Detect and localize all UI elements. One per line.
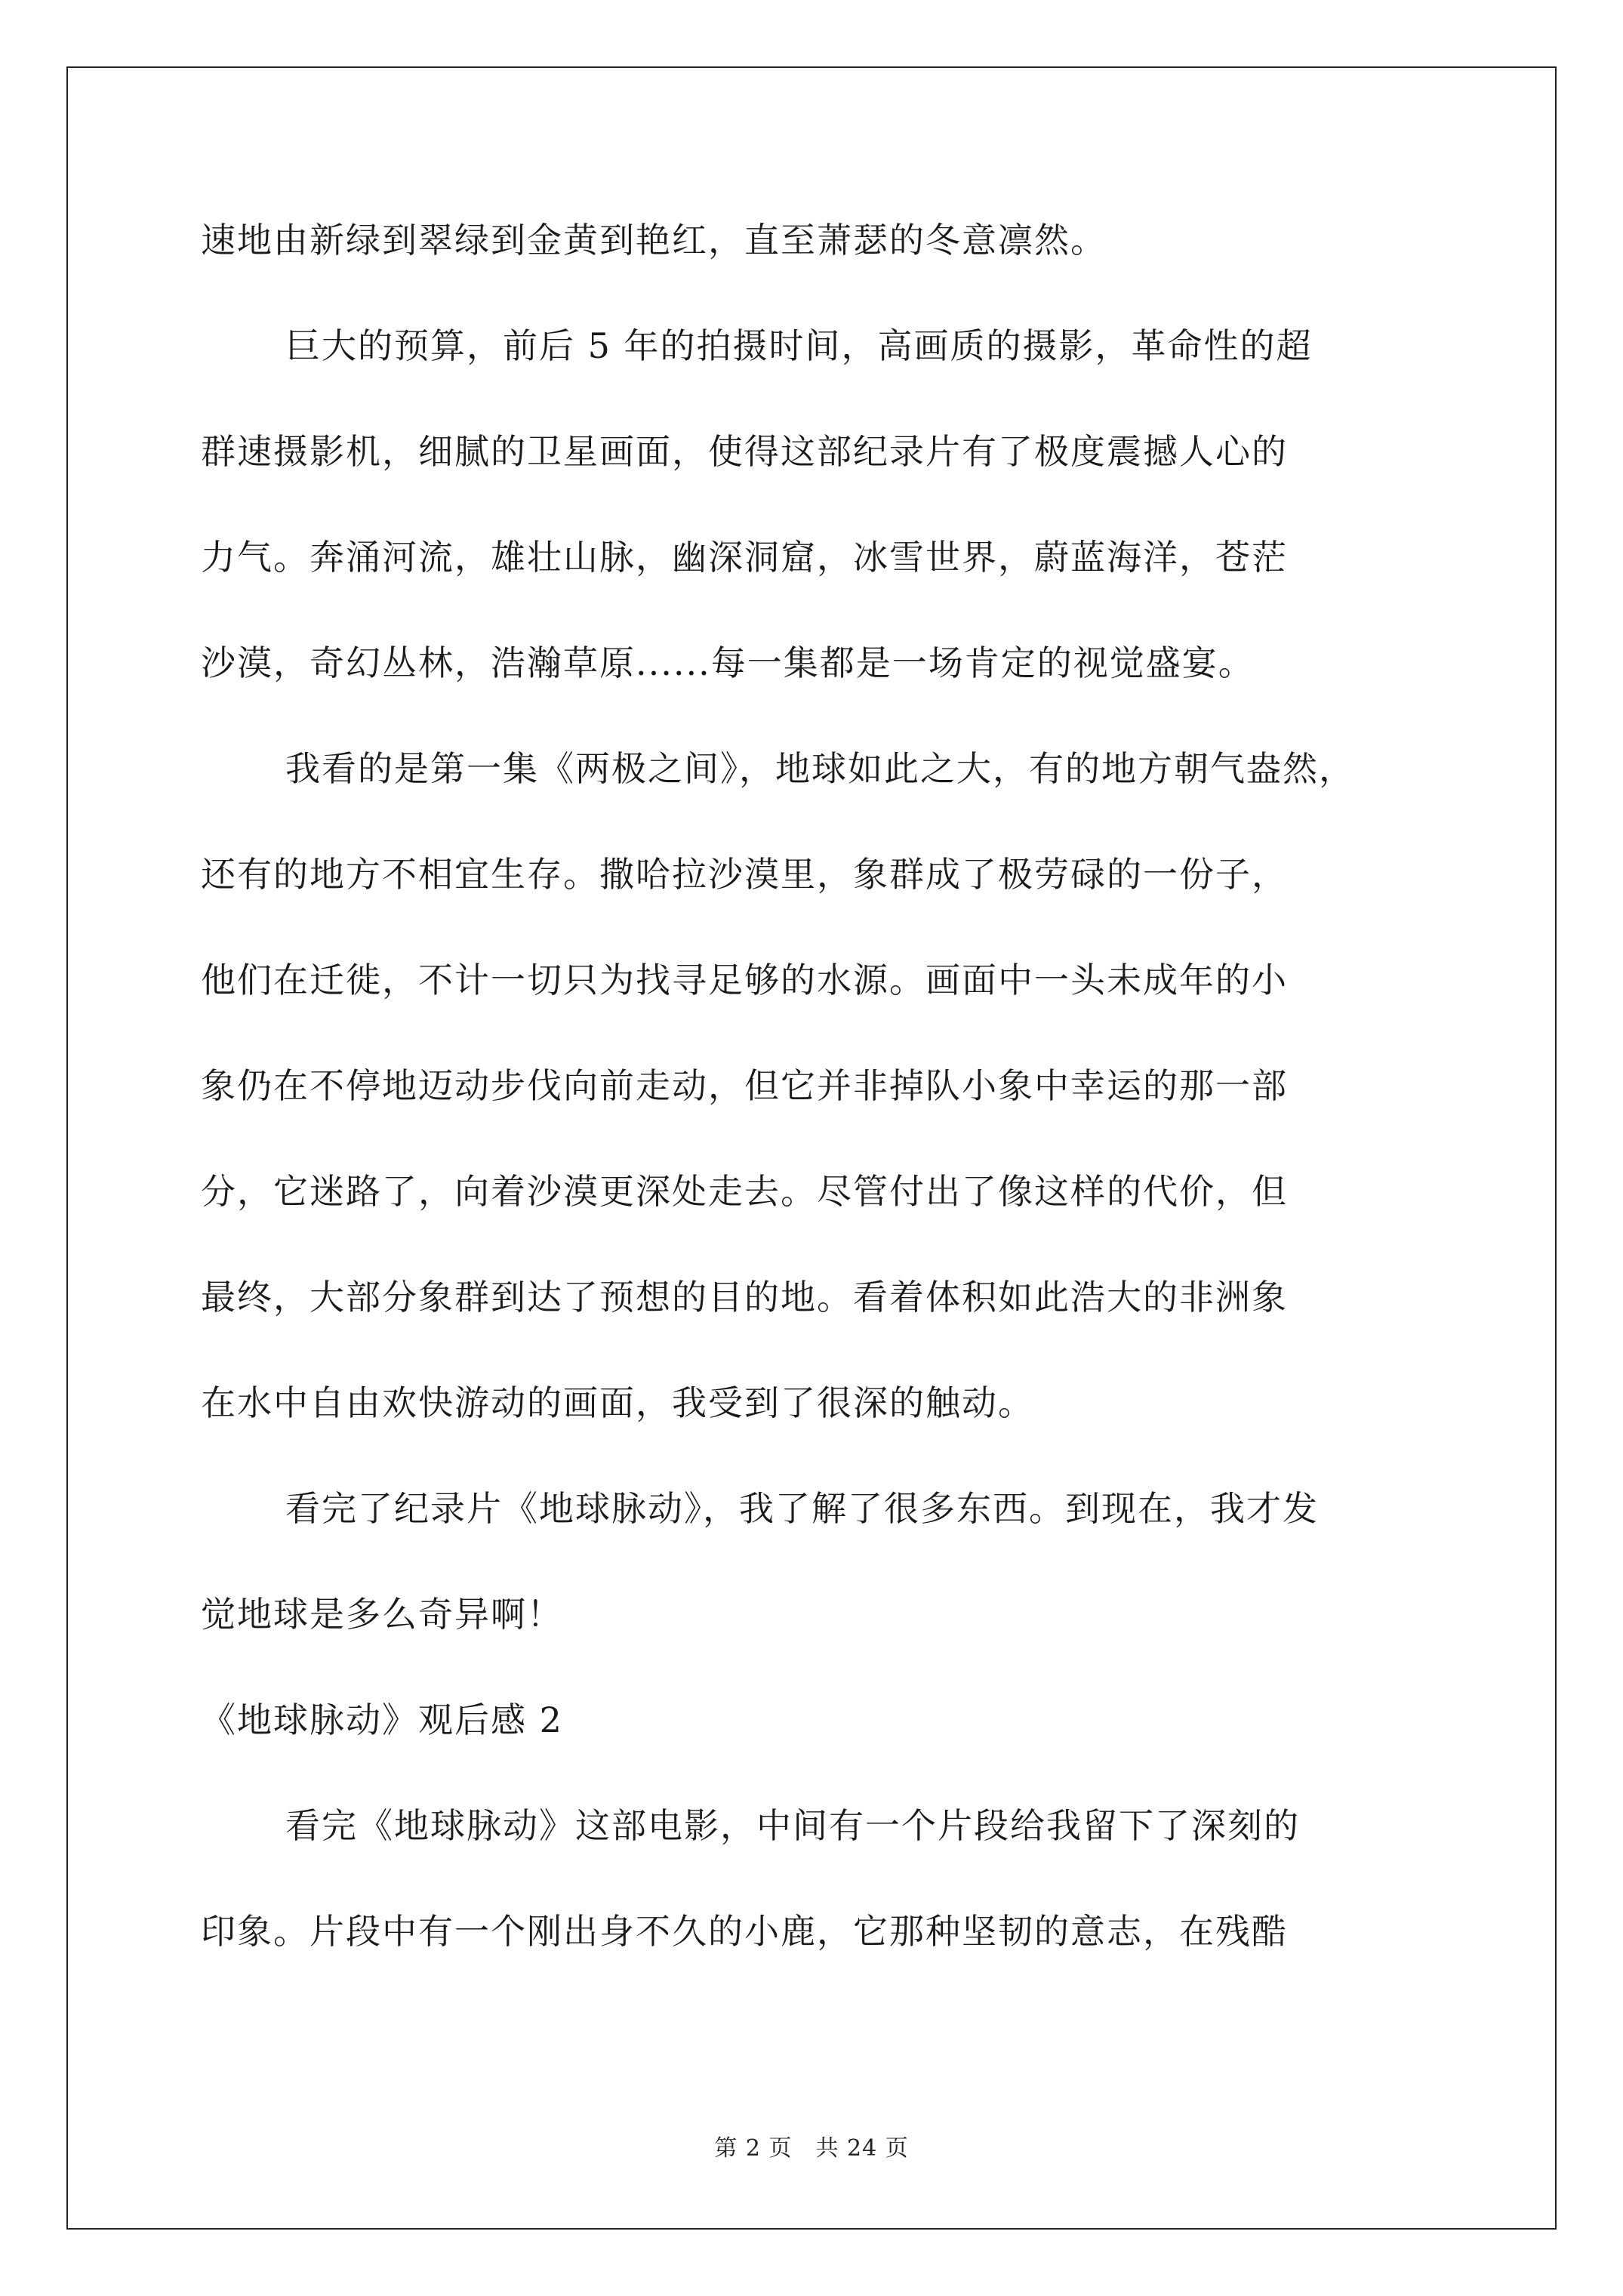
text-line: 印象。片段中有一个刚出身不久的小鹿，它那种坚韧的意志，在残酷 bbox=[201, 1911, 1288, 1952]
text-line: 觉地球是多么奇异啊！ bbox=[201, 1594, 563, 1635]
paragraph-start-line: 看完《地球脉动》这部电影，中间有一个片段给我留下了深刻的 bbox=[285, 1805, 1300, 1846]
text-line: 在水中自由欢快游动的画面，我受到了很深的触动。 bbox=[201, 1382, 1034, 1423]
text-line: 最终，大部分象群到达了预想的目的地。看着体积如此浩大的非洲象 bbox=[201, 1277, 1288, 1318]
section-heading: 《地球脉动》观后感 2 bbox=[201, 1700, 563, 1740]
text-line: 象仍在不停地迈动步伐向前走动，但它并非掉队小象中幸运的那一部 bbox=[201, 1065, 1288, 1106]
paragraph-start-line: 我看的是第一集《两极之间》，地球如此之大，有的地方朝气盎然， bbox=[285, 748, 1355, 789]
page-number-footer: 第 2 页 共 24 页 bbox=[714, 2135, 909, 2162]
paragraph-start-line: 巨大的预算，前后 5 年的拍摄时间，高画质的摄影，革命性的超 bbox=[285, 325, 1313, 366]
text-line: 还有的地方不相宜生存。撒哈拉沙漠里，象群成了极劳碌的一份子， bbox=[201, 854, 1288, 895]
text-line: 群速摄影机，细腻的卫星画面，使得这部纪录片有了极度震撼人心的 bbox=[201, 431, 1288, 472]
text-line: 速地由新绿到翠绿到金黄到艳红，直至萧瑟的冬意凛然。 bbox=[201, 220, 1107, 260]
text-line: 沙漠，奇幻丛林，浩瀚草原......每一集都是一场肯定的视觉盛宴。 bbox=[201, 643, 1255, 683]
document-body bbox=[201, 187, 1431, 1984]
paragraph-start-line: 看完了纪录片《地球脉动》，我了解了很多东西。到现在，我才发 bbox=[285, 1488, 1319, 1529]
text-line: 他们在迁徙，不计一切只为找寻足够的水源。画面中一头未成年的小 bbox=[201, 960, 1288, 1000]
text-line: 力气。奔涌河流，雄壮山脉，幽深洞窟，冰雪世界，蔚蓝海洋，苍茫 bbox=[201, 537, 1288, 578]
text-line: 分，它迷路了，向着沙漠更深处走去。尽管付出了像这样的代价，但 bbox=[201, 1171, 1288, 1212]
